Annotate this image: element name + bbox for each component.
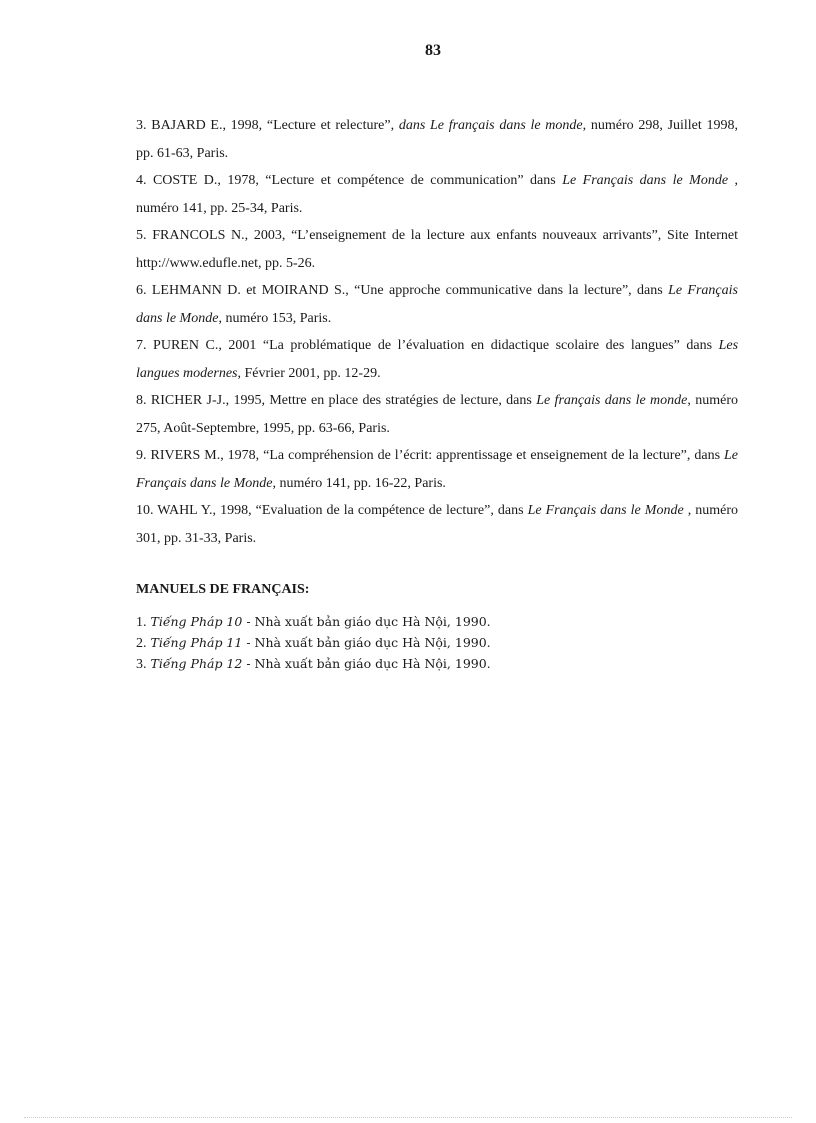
reference-number: 3.: [136, 118, 147, 133]
manual-publisher: - Nhà xuất bản giáo dục Hà Nội, 1990.: [242, 635, 491, 650]
reference-item: [136, 277, 738, 332]
manual-item: [136, 612, 738, 633]
reference-details: , numéro 141, pp. 25-34, Paris.: [136, 173, 739, 216]
references-list: [136, 112, 738, 552]
reference-number: 5.: [136, 228, 147, 243]
reference-number: 7.: [136, 338, 147, 353]
manual-number: 3.: [136, 657, 147, 672]
reference-text: LEHMANN D. et MOIRAND S., “Une approche communicative dans la lecture”, dans: [151, 283, 669, 298]
reference-details: , numéro 141, pp. 16-22, Paris.: [272, 475, 446, 491]
reference-source: Le Français dans le Monde: [527, 503, 684, 518]
reference-item: [136, 332, 738, 387]
reference-text: FRANCOLS N., 2003, “L’enseignement de la lecture aux enfants nouveaux arrivants”, Site Internet http://www.edufle.net, pp. 5-26.: [136, 228, 739, 271]
reference-source: Le Français dans le Monde: [136, 283, 738, 326]
reference-item: [136, 442, 738, 497]
reference-details: , numéro 275, Août-Septembre, 1995, pp. 63-66, Paris.: [136, 393, 739, 436]
reference-details: , numéro 301, pp. 31-33, Paris.: [136, 503, 739, 546]
reference-number: 8.: [136, 393, 147, 408]
reference-item: [136, 387, 738, 442]
reference-number: 4.: [136, 173, 147, 188]
reference-source: Le Français dans le Monde: [562, 173, 729, 188]
reference-details: , numéro 298, Juillet 1998, pp. 61-63, Paris.: [136, 118, 739, 161]
page-number: 83: [425, 42, 441, 59]
reference-number: 10.: [136, 503, 154, 518]
reference-number: 6.: [136, 283, 147, 298]
reference-source: dans Le français dans le monde: [398, 118, 583, 133]
manual-number: 2.: [136, 636, 147, 651]
reference-item: [136, 222, 738, 277]
reference-text: COSTE D., 1978, “Lecture et compétence de communication” dans: [152, 173, 563, 188]
manual-title: Tiếng Pháp 11: [150, 635, 243, 650]
manual-publisher: - Nhà xuất bản giáo dục Hà Nội, 1990.: [242, 614, 491, 629]
manuals-list: [136, 612, 738, 675]
reference-item: [136, 112, 738, 167]
manuals-heading: MANUELS DE FRANÇAIS:: [136, 582, 310, 597]
manual-item: [136, 654, 738, 675]
manual-item: [136, 633, 738, 654]
manual-title: Tiếng Pháp 12: [150, 656, 243, 671]
reference-source: Le français dans le monde: [536, 393, 688, 408]
manual-title: Tiếng Pháp 10: [150, 614, 243, 629]
reference-source: Les langues modernes: [136, 338, 739, 381]
reference-item: [136, 167, 738, 222]
reference-text: WAHL Y., 1998, “Evaluation de la compétence de lecture”, dans: [157, 503, 528, 518]
reference-text: RICHER J-J., 1995, Mettre en place des stratégies de lecture, dans: [150, 393, 537, 408]
reference-item: [136, 497, 738, 552]
reference-details: , Février 2001, pp. 12-29.: [237, 365, 381, 381]
reference-text: RIVERS M., 1978, “La compréhension de l’écrit: apprentissage et enseignement de la lecture”, dans: [150, 448, 724, 463]
reference-source: Le Français dans le Monde: [136, 448, 738, 491]
reference-number: 9.: [136, 448, 147, 463]
manual-publisher: - Nhà xuất bản giáo dục Hà Nội, 1990.: [242, 656, 491, 671]
page-bottom-divider: [24, 1117, 792, 1118]
reference-details: , numéro 153, Paris.: [218, 310, 332, 326]
manual-number: 1.: [136, 615, 147, 630]
reference-text: BAJARD E., 1998, “Lecture et relecture”,: [151, 118, 399, 133]
reference-text: PUREN C., 2001 “La problématique de l’évaluation en didactique scolaire des langues” dans: [153, 338, 719, 353]
